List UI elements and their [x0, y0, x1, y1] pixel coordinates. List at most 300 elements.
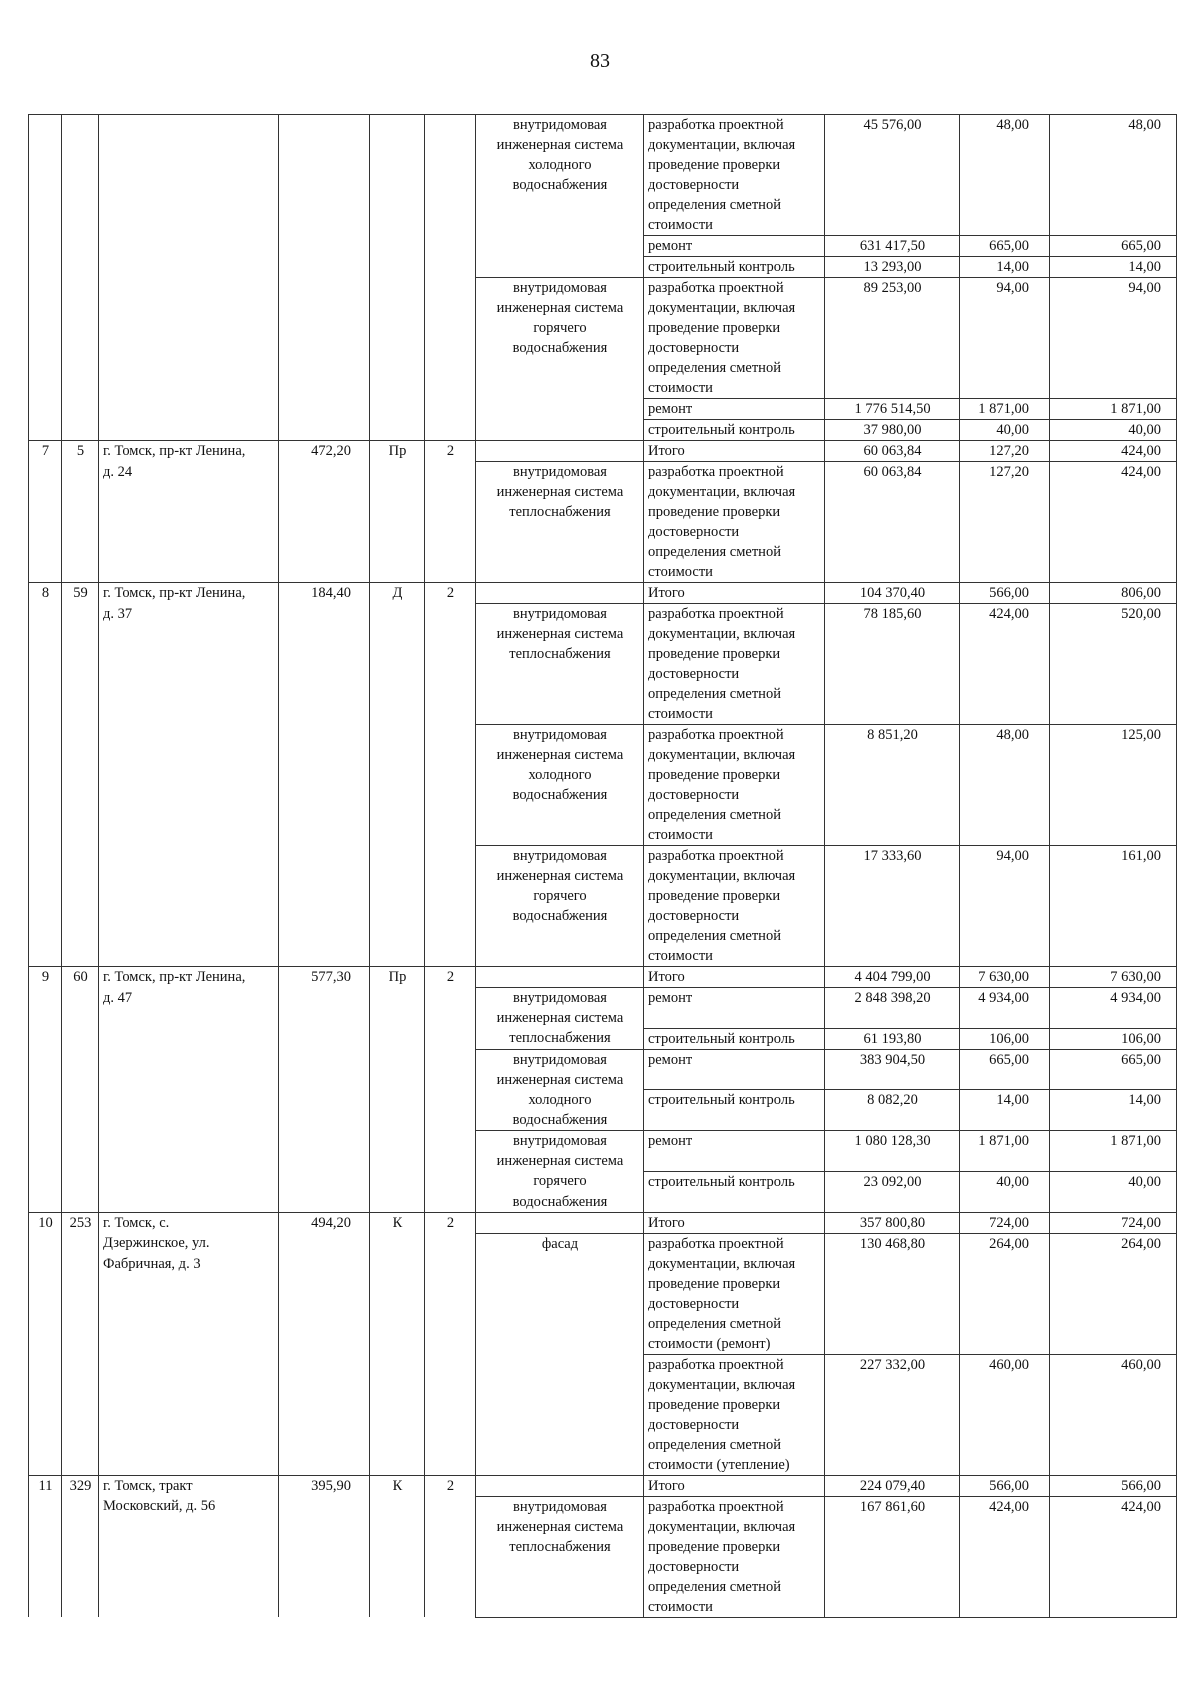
- floors-cell: [425, 604, 476, 625]
- limit-cost-cell: [1050, 1070, 1177, 1090]
- house-id-cell: [62, 1537, 99, 1557]
- address-cell: г. Томск, пр-кт Ленина,: [99, 967, 279, 988]
- system-cell: [476, 195, 644, 215]
- limit-cost-cell: 161,00: [1050, 846, 1177, 867]
- system-cell: инженерная система: [476, 866, 644, 886]
- roof-type-cell: Д: [370, 583, 425, 604]
- limit-cost-cell: [1050, 644, 1177, 664]
- area-cell: [279, 135, 370, 155]
- unit-cost-cell: [960, 502, 1050, 522]
- work-type-cell: [644, 1192, 825, 1213]
- unit-cost-cell: [960, 1110, 1050, 1131]
- work-type-cell: разработка проектной: [644, 1354, 825, 1375]
- work-type-cell: строительный контроль: [644, 1028, 825, 1049]
- unit-cost-cell: [960, 1334, 1050, 1355]
- roof-type-cell: [370, 1537, 425, 1557]
- system-cell: холодного: [476, 765, 644, 785]
- limit-cost-cell: [1050, 1294, 1177, 1314]
- work-type-cell: строительный контроль: [644, 1171, 825, 1192]
- house-id-cell: [62, 664, 99, 684]
- table-row: [29, 1334, 1177, 1355]
- system-cell: теплоснабжения: [476, 1537, 644, 1557]
- area-cell: [279, 115, 370, 136]
- house-id-cell: [62, 522, 99, 542]
- floors-cell: [425, 1577, 476, 1597]
- floors-cell: [425, 1049, 476, 1070]
- house-id-cell: [62, 115, 99, 136]
- table-row: [29, 482, 1177, 502]
- area-cell: [279, 482, 370, 502]
- house-id-cell: [62, 1070, 99, 1090]
- cost-cell: 37 980,00: [825, 420, 960, 441]
- area-cell: [279, 1435, 370, 1455]
- unit-cost-cell: 127,20: [960, 462, 1050, 483]
- area-cell: [279, 502, 370, 522]
- roof-type-cell: [370, 502, 425, 522]
- address-cell: [99, 906, 279, 926]
- row-number-cell: [29, 1354, 62, 1375]
- limit-cost-cell: [1050, 522, 1177, 542]
- address-cell: Фабричная, д. 3: [99, 1254, 279, 1274]
- work-type-cell: достоверности: [644, 1294, 825, 1314]
- limit-cost-cell: [1050, 338, 1177, 358]
- row-number-cell: [29, 926, 62, 946]
- work-type-cell: Итого: [644, 441, 825, 462]
- address-cell: [99, 298, 279, 318]
- floors-cell: [425, 805, 476, 825]
- system-cell: инженерная система: [476, 1070, 644, 1090]
- system-cell: [476, 420, 644, 441]
- limit-cost-cell: [1050, 298, 1177, 318]
- cost-cell: [825, 482, 960, 502]
- address-cell: [99, 1395, 279, 1415]
- cost-cell: [825, 502, 960, 522]
- system-cell: [476, 926, 644, 946]
- system-cell: [476, 1274, 644, 1294]
- cost-cell: 631 417,50: [825, 236, 960, 257]
- work-type-cell: разработка проектной: [644, 462, 825, 483]
- house-id-cell: [62, 1110, 99, 1131]
- limit-cost-cell: [1050, 1415, 1177, 1435]
- address-cell: [99, 378, 279, 399]
- limit-cost-cell: [1050, 135, 1177, 155]
- limit-cost-cell: [1050, 825, 1177, 846]
- cost-cell: [825, 1415, 960, 1435]
- work-type-cell: стоимости: [644, 215, 825, 236]
- unit-cost-cell: 127,20: [960, 441, 1050, 462]
- roof-type-cell: [370, 298, 425, 318]
- address-cell: [99, 704, 279, 725]
- floors-cell: [425, 866, 476, 886]
- work-type-cell: ремонт: [644, 399, 825, 420]
- unit-cost-cell: [960, 215, 1050, 236]
- limit-cost-cell: 106,00: [1050, 1028, 1177, 1049]
- floors-cell: [425, 155, 476, 175]
- table-row: [29, 420, 1177, 441]
- work-type-cell: разработка проектной: [644, 115, 825, 136]
- unit-cost-cell: [960, 195, 1050, 215]
- work-type-cell: проведение проверки: [644, 886, 825, 906]
- floors-cell: [425, 1597, 476, 1618]
- area-cell: [279, 866, 370, 886]
- house-id-cell: [62, 462, 99, 483]
- unit-cost-cell: [960, 1517, 1050, 1537]
- table-row: [29, 155, 1177, 175]
- limit-cost-cell: [1050, 502, 1177, 522]
- house-id-cell: [62, 785, 99, 805]
- system-cell: [476, 1354, 644, 1375]
- house-id-cell: [62, 1151, 99, 1171]
- work-type-cell: определения сметной: [644, 195, 825, 215]
- address-cell: [99, 624, 279, 644]
- unit-cost-cell: [960, 1192, 1050, 1213]
- unit-cost-cell: [960, 644, 1050, 664]
- system-cell: внутридомовая: [476, 462, 644, 483]
- floors-cell: [425, 1070, 476, 1090]
- table-row: [29, 502, 1177, 522]
- floors-cell: [425, 765, 476, 785]
- table-row: [29, 825, 1177, 846]
- roof-type-cell: [370, 765, 425, 785]
- cost-cell: [825, 664, 960, 684]
- limit-cost-cell: 264,00: [1050, 1233, 1177, 1254]
- floors-cell: [425, 1028, 476, 1049]
- table-row: [29, 257, 1177, 278]
- address-cell: [99, 644, 279, 664]
- roof-type-cell: [370, 1435, 425, 1455]
- table-row: [29, 1577, 1177, 1597]
- system-cell: внутридомовая: [476, 725, 644, 746]
- roof-type-cell: [370, 1192, 425, 1213]
- floors-cell: [425, 562, 476, 583]
- area-cell: [279, 604, 370, 625]
- cost-cell: [825, 358, 960, 378]
- roof-type-cell: [370, 1496, 425, 1517]
- table-row: [29, 1131, 1177, 1152]
- address-cell: д. 24: [99, 462, 279, 483]
- roof-type-cell: [370, 725, 425, 746]
- address-cell: [99, 1375, 279, 1395]
- row-number-cell: [29, 906, 62, 926]
- table-row: [29, 1151, 1177, 1171]
- row-number-cell: [29, 195, 62, 215]
- roof-type-cell: [370, 988, 425, 1009]
- system-cell: [476, 664, 644, 684]
- floors-cell: [425, 846, 476, 867]
- repair-works-table: [28, 114, 1177, 1618]
- floors-cell: [425, 825, 476, 846]
- work-type-cell: определения сметной: [644, 1577, 825, 1597]
- row-number-cell: [29, 215, 62, 236]
- system-cell: внутридомовая: [476, 988, 644, 1009]
- limit-cost-cell: [1050, 704, 1177, 725]
- roof-type-cell: [370, 1274, 425, 1294]
- row-number-cell: 11: [29, 1475, 62, 1496]
- table-row: [29, 765, 1177, 785]
- roof-type-cell: [370, 1049, 425, 1070]
- floors-cell: [425, 1314, 476, 1334]
- unit-cost-cell: 1 871,00: [960, 399, 1050, 420]
- cost-cell: 8 851,20: [825, 725, 960, 746]
- unit-cost-cell: 566,00: [960, 1475, 1050, 1496]
- unit-cost-cell: 7 630,00: [960, 967, 1050, 988]
- system-cell: [476, 236, 644, 257]
- address-cell: [99, 278, 279, 299]
- cost-cell: 357 800,80: [825, 1212, 960, 1233]
- table-row: [29, 358, 1177, 378]
- limit-cost-cell: [1050, 215, 1177, 236]
- unit-cost-cell: [960, 1577, 1050, 1597]
- row-number-cell: [29, 1233, 62, 1254]
- row-number-cell: [29, 1274, 62, 1294]
- limit-cost-cell: [1050, 805, 1177, 825]
- roof-type-cell: [370, 886, 425, 906]
- unit-cost-cell: [960, 664, 1050, 684]
- table-row: [29, 583, 1177, 604]
- floors-cell: [425, 1192, 476, 1213]
- house-id-cell: [62, 644, 99, 664]
- cost-cell: [825, 825, 960, 846]
- system-cell: [476, 522, 644, 542]
- roof-type-cell: [370, 338, 425, 358]
- table-row: [29, 1090, 1177, 1111]
- work-type-cell: документации, включая: [644, 135, 825, 155]
- cost-cell: [825, 1008, 960, 1028]
- area-cell: [279, 542, 370, 562]
- limit-cost-cell: [1050, 1334, 1177, 1355]
- address-cell: [99, 1151, 279, 1171]
- address-cell: [99, 1274, 279, 1294]
- address-cell: [99, 1192, 279, 1213]
- work-type-cell: разработка проектной: [644, 1233, 825, 1254]
- area-cell: 577,30: [279, 967, 370, 988]
- unit-cost-cell: 94,00: [960, 278, 1050, 299]
- system-cell: [476, 1294, 644, 1314]
- address-cell: [99, 175, 279, 195]
- table-row: [29, 1557, 1177, 1577]
- row-number-cell: 10: [29, 1212, 62, 1233]
- area-cell: [279, 318, 370, 338]
- system-cell: [476, 1375, 644, 1395]
- house-id-cell: 60: [62, 967, 99, 988]
- table-row: [29, 1110, 1177, 1131]
- unit-cost-cell: 48,00: [960, 115, 1050, 136]
- address-cell: [99, 482, 279, 502]
- table-row: [29, 1212, 1177, 1233]
- system-cell: водоснабжения: [476, 1110, 644, 1131]
- house-id-cell: [62, 1028, 99, 1049]
- unit-cost-cell: [960, 1415, 1050, 1435]
- cost-cell: 227 332,00: [825, 1354, 960, 1375]
- roof-type-cell: [370, 1070, 425, 1090]
- floors-cell: [425, 1254, 476, 1274]
- limit-cost-cell: [1050, 765, 1177, 785]
- area-cell: [279, 1517, 370, 1537]
- house-id-cell: [62, 1334, 99, 1355]
- row-number-cell: [29, 624, 62, 644]
- address-cell: [99, 1171, 279, 1192]
- limit-cost-cell: [1050, 866, 1177, 886]
- area-cell: [279, 155, 370, 175]
- system-cell: [476, 441, 644, 462]
- roof-type-cell: [370, 745, 425, 765]
- address-cell: [99, 1049, 279, 1070]
- cost-cell: [825, 745, 960, 765]
- system-cell: водоснабжения: [476, 338, 644, 358]
- limit-cost-cell: 424,00: [1050, 462, 1177, 483]
- row-number-cell: [29, 866, 62, 886]
- roof-type-cell: [370, 1294, 425, 1314]
- house-id-cell: [62, 946, 99, 967]
- roof-type-cell: [370, 1171, 425, 1192]
- system-cell: теплоснабжения: [476, 1028, 644, 1049]
- address-cell: [99, 318, 279, 338]
- unit-cost-cell: [960, 1070, 1050, 1090]
- cost-cell: [825, 562, 960, 583]
- house-id-cell: [62, 278, 99, 299]
- area-cell: [279, 1274, 370, 1294]
- row-number-cell: [29, 542, 62, 562]
- address-cell: [99, 785, 279, 805]
- system-cell: инженерная система: [476, 1517, 644, 1537]
- row-number-cell: [29, 1375, 62, 1395]
- row-number-cell: [29, 785, 62, 805]
- floors-cell: [425, 1496, 476, 1517]
- area-cell: [279, 1151, 370, 1171]
- cost-cell: [825, 135, 960, 155]
- cost-cell: [825, 926, 960, 946]
- address-cell: [99, 502, 279, 522]
- roof-type-cell: Пр: [370, 967, 425, 988]
- row-number-cell: [29, 704, 62, 725]
- work-type-cell: строительный контроль: [644, 257, 825, 278]
- area-cell: 472,20: [279, 441, 370, 462]
- table-row: [29, 926, 1177, 946]
- work-type-cell: документации, включая: [644, 1517, 825, 1537]
- limit-cost-cell: [1050, 542, 1177, 562]
- cost-cell: [825, 1294, 960, 1314]
- house-id-cell: [62, 1008, 99, 1028]
- limit-cost-cell: 4 934,00: [1050, 988, 1177, 1009]
- area-cell: [279, 1455, 370, 1476]
- system-cell: инженерная система: [476, 298, 644, 318]
- work-type-cell: разработка проектной: [644, 278, 825, 299]
- unit-cost-cell: [960, 704, 1050, 725]
- limit-cost-cell: [1050, 358, 1177, 378]
- limit-cost-cell: [1050, 886, 1177, 906]
- area-cell: [279, 358, 370, 378]
- roof-type-cell: К: [370, 1212, 425, 1233]
- limit-cost-cell: [1050, 1435, 1177, 1455]
- work-type-cell: определения сметной: [644, 542, 825, 562]
- limit-cost-cell: [1050, 1110, 1177, 1131]
- address-cell: [99, 562, 279, 583]
- row-number-cell: [29, 886, 62, 906]
- house-id-cell: 253: [62, 1212, 99, 1233]
- area-cell: [279, 195, 370, 215]
- table-row: [29, 278, 1177, 299]
- system-cell: [476, 1597, 644, 1618]
- table-row: [29, 542, 1177, 562]
- work-type-cell: достоверности: [644, 522, 825, 542]
- unit-cost-cell: [960, 562, 1050, 583]
- area-cell: 494,20: [279, 1212, 370, 1233]
- system-cell: [476, 1212, 644, 1233]
- unit-cost-cell: [960, 745, 1050, 765]
- cost-cell: [825, 318, 960, 338]
- area-cell: [279, 215, 370, 236]
- row-number-cell: [29, 562, 62, 583]
- cost-cell: 383 904,50: [825, 1049, 960, 1070]
- unit-cost-cell: [960, 298, 1050, 318]
- area-cell: [279, 562, 370, 583]
- row-number-cell: [29, 1537, 62, 1557]
- house-id-cell: [62, 704, 99, 725]
- floors-cell: [425, 378, 476, 399]
- unit-cost-cell: [960, 318, 1050, 338]
- address-cell: [99, 1090, 279, 1111]
- area-cell: [279, 1415, 370, 1435]
- area-cell: [279, 624, 370, 644]
- floors-cell: [425, 318, 476, 338]
- work-type-cell: проведение проверки: [644, 644, 825, 664]
- cost-cell: [825, 1455, 960, 1476]
- address-cell: [99, 1008, 279, 1028]
- limit-cost-cell: [1050, 1517, 1177, 1537]
- system-cell: [476, 378, 644, 399]
- roof-type-cell: [370, 1455, 425, 1476]
- system-cell: [476, 1435, 644, 1455]
- work-type-cell: проведение проверки: [644, 765, 825, 785]
- house-id-cell: [62, 988, 99, 1009]
- row-number-cell: [29, 825, 62, 846]
- row-number-cell: [29, 1070, 62, 1090]
- limit-cost-cell: [1050, 562, 1177, 583]
- area-cell: [279, 785, 370, 805]
- table-row: [29, 684, 1177, 704]
- system-cell: [476, 1557, 644, 1577]
- row-number-cell: [29, 420, 62, 441]
- area-cell: [279, 704, 370, 725]
- system-cell: [476, 215, 644, 236]
- work-type-cell: строительный контроль: [644, 1090, 825, 1111]
- table-row: [29, 338, 1177, 358]
- row-number-cell: [29, 604, 62, 625]
- house-id-cell: [62, 215, 99, 236]
- system-cell: [476, 562, 644, 583]
- house-id-cell: [62, 1577, 99, 1597]
- area-cell: [279, 1334, 370, 1355]
- house-id-cell: [62, 358, 99, 378]
- area-cell: [279, 684, 370, 704]
- work-type-cell: документации, включая: [644, 482, 825, 502]
- floors-cell: [425, 1375, 476, 1395]
- unit-cost-cell: [960, 522, 1050, 542]
- address-cell: [99, 926, 279, 946]
- area-cell: [279, 378, 370, 399]
- roof-type-cell: [370, 1597, 425, 1618]
- system-cell: холодного: [476, 1090, 644, 1111]
- roof-type-cell: [370, 257, 425, 278]
- system-cell: горячего: [476, 318, 644, 338]
- row-number-cell: [29, 358, 62, 378]
- house-id-cell: 5: [62, 441, 99, 462]
- cost-cell: 1 080 128,30: [825, 1131, 960, 1152]
- limit-cost-cell: [1050, 1254, 1177, 1274]
- floors-cell: [425, 482, 476, 502]
- row-number-cell: [29, 1455, 62, 1476]
- system-cell: [476, 358, 644, 378]
